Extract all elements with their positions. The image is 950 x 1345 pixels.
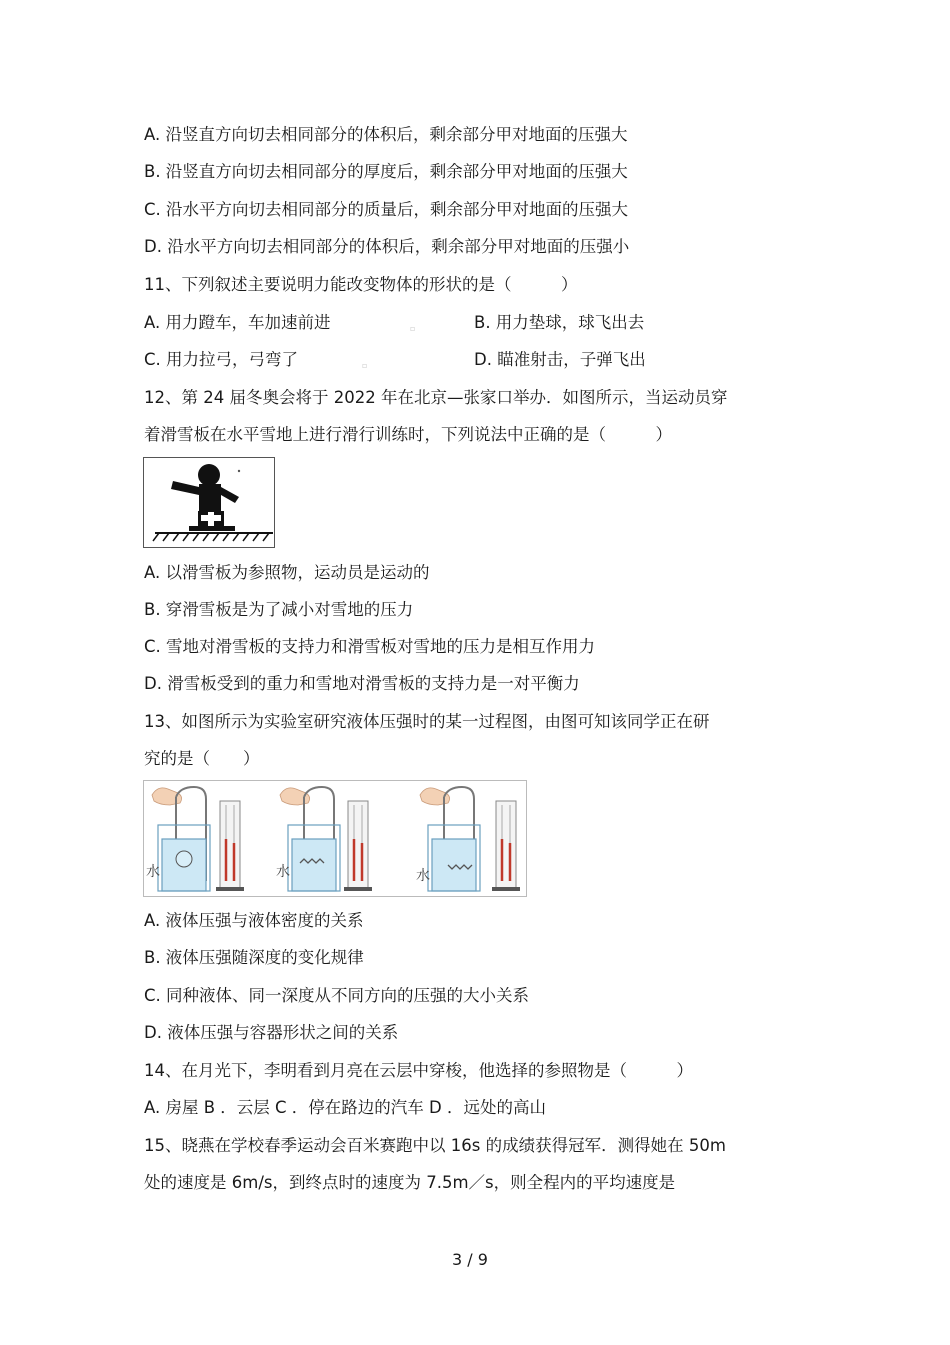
page-number: 3 / 9	[452, 1250, 488, 1269]
q13-stem-line2: 究的是（ ）	[144, 749, 260, 768]
q14-stem: 14、在月光下，李明看到月亮在云层中穿梭，他选择的参照物是（ ）	[144, 1061, 693, 1080]
liquid-pressure-figure	[143, 780, 527, 897]
q11-option-d: D. 瞄准射击，子弹飞出	[474, 350, 646, 369]
experiment-panel-2	[280, 787, 372, 891]
experiment-panel-1	[152, 787, 244, 891]
q13-option-a: A. 液体压强与液体密度的关系	[144, 911, 364, 930]
q12-stem-line2: 着滑雪板在水平雪地上进行滑行训练时，下列说法中正确的是（ ）	[144, 425, 672, 444]
q11-option-c: C. 用力拉弓，弓弯了	[144, 350, 299, 369]
figure-label-water-1: 水	[146, 864, 160, 880]
q13-option-b: B. 液体压强随深度的变化规律	[144, 948, 364, 967]
q13-stem-line1: 13、如图所示为实验室研究液体压强时的某一过程图，由图可知该同学正在研	[144, 712, 710, 731]
q12-stem-line1: 12、第 24 届冬奥会将于 2022 年在北京—张家口举办．如图所示，当运动员穿	[144, 388, 728, 407]
q13-option-d: D. 液体压强与容器形状之间的关系	[144, 1023, 399, 1042]
q12-option-b: B. 穿滑雪板是为了减小对雪地的压力	[144, 600, 414, 619]
artifact-mark: ▫	[362, 361, 368, 370]
q14-options: A. 房屋 B ．云层 C ．停在路边的汽车 D ．远处的高山	[144, 1098, 547, 1117]
q12-option-c: C. 雪地对滑雪板的支持力和滑雪板对雪地的压力是相互作用力	[144, 637, 596, 656]
experiment-panel-3	[420, 787, 520, 891]
q11-option-b: B. 用力垫球，球飞出去	[474, 313, 645, 332]
q10-option-a: A. 沿竖直方向切去相同部分的体积后，剩余部分甲对地面的压强大	[144, 125, 628, 144]
q15-line2: 处的速度是 6m/s，到终点时的速度为 7.5m／s，则全程内的平均速度是	[144, 1173, 676, 1192]
q10-option-c: C. 沿水平方向切去相同部分的质量后，剩余部分甲对地面的压强大	[144, 200, 629, 219]
q15-line1: 15、晓燕在学校春季运动会百米赛跑中以 16s 的成绩获得冠军．测得她在 50m	[144, 1136, 726, 1155]
q11-stem: 11、下列叙述主要说明力能改变物体的形状的是（ ）	[144, 275, 578, 294]
q13-option-c: C. 同种液体、同一深度从不同方向的压强的大小关系	[144, 986, 530, 1005]
artifact-mark: ▫	[410, 324, 416, 333]
q12-option-d: D. 滑雪板受到的重力和雪地对滑雪板的支持力是一对平衡力	[144, 674, 580, 693]
figure-label-water-2: 水	[276, 864, 290, 880]
snowboarder-figure	[143, 457, 275, 548]
q10-option-d: D. 沿水平方向切去相同部分的体积后，剩余部分甲对地面的压强小	[144, 237, 630, 256]
q10-option-b: B. 沿竖直方向切去相同部分的厚度后，剩余部分甲对地面的压强大	[144, 162, 628, 181]
q12-option-a: A. 以滑雪板为参照物，运动员是运动的	[144, 563, 430, 582]
q11-option-a: A. 用力蹬车，车加速前进	[144, 313, 331, 332]
figure-label-water-3: 水	[416, 868, 430, 884]
